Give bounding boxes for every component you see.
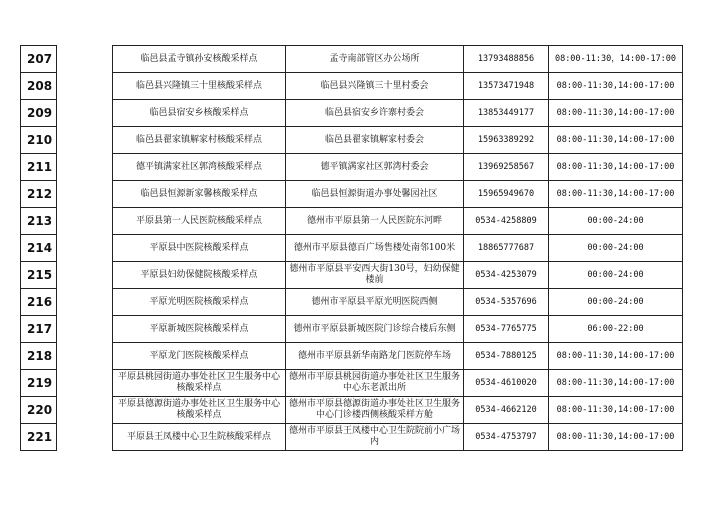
site-name: 平原龙门医院核酸采样点 bbox=[113, 343, 286, 370]
table-row bbox=[21, 370, 683, 397]
contact-phone: 13573471948 bbox=[464, 73, 549, 100]
table-row bbox=[21, 100, 683, 127]
table-row bbox=[21, 73, 683, 100]
site-name: 平原光明医院核酸采样点 bbox=[113, 289, 286, 316]
row-number: 210 bbox=[21, 127, 57, 154]
row-number: 213 bbox=[21, 208, 57, 235]
table-row bbox=[21, 262, 683, 289]
row-number: 207 bbox=[21, 46, 57, 73]
blank-cell bbox=[57, 208, 113, 235]
contact-phone: 13969258567 bbox=[464, 154, 549, 181]
site-address: 德平镇满家社区郭湾村委会 bbox=[286, 154, 464, 181]
site-address: 德州市平原县桃园街道办事处社区卫生服务中心东老派出所 bbox=[286, 370, 464, 397]
row-number: 212 bbox=[21, 181, 57, 208]
contact-phone: 0534-5357696 bbox=[464, 289, 549, 316]
site-name: 平原新城医院核酸采样点 bbox=[113, 316, 286, 343]
row-number: 209 bbox=[21, 100, 57, 127]
contact-phone: 0534-4662120 bbox=[464, 397, 549, 424]
opening-hours: 08:00-11:30,14:00-17:00 bbox=[549, 397, 683, 424]
site-name: 平原县桃园街道办事处社区卫生服务中心核酸采样点 bbox=[113, 370, 286, 397]
site-name: 临邑县兴隆镇三十里核酸采样点 bbox=[113, 73, 286, 100]
blank-cell bbox=[57, 316, 113, 343]
contact-phone: 18865777687 bbox=[464, 235, 549, 262]
blank-cell bbox=[57, 100, 113, 127]
blank-cell bbox=[57, 397, 113, 424]
site-address: 德州市平原县新华南路龙门医院停车场 bbox=[286, 343, 464, 370]
row-number: 218 bbox=[21, 343, 57, 370]
site-name: 平原县德源街道办事处社区卫生服务中心核酸采样点 bbox=[113, 397, 286, 424]
site-address: 德州市平原县平原光明医院西侧 bbox=[286, 289, 464, 316]
table-body bbox=[21, 46, 683, 451]
row-number: 219 bbox=[21, 370, 57, 397]
site-address: 德州市平原县第一人民医院东河畔 bbox=[286, 208, 464, 235]
blank-cell bbox=[57, 424, 113, 451]
site-address: 临邑县兴隆镇三十里村委会 bbox=[286, 73, 464, 100]
row-number: 216 bbox=[21, 289, 57, 316]
opening-hours: 00:00-24:00 bbox=[549, 262, 683, 289]
opening-hours: 00:00-24:00 bbox=[549, 235, 683, 262]
table-row bbox=[21, 289, 683, 316]
opening-hours: 08:00-11:30,14:00-17:00 bbox=[549, 343, 683, 370]
site-name: 平原县妇幼保健院核酸采样点 bbox=[113, 262, 286, 289]
table-row bbox=[21, 424, 683, 451]
opening-hours: 08:00-11:30,14:00-17:00 bbox=[549, 181, 683, 208]
site-address: 德州市平原县德百广场售楼处南邻100米 bbox=[286, 235, 464, 262]
table-row bbox=[21, 181, 683, 208]
table-row bbox=[21, 235, 683, 262]
contact-phone: 0534-4258809 bbox=[464, 208, 549, 235]
site-address: 临邑县宿安乡许寨村委会 bbox=[286, 100, 464, 127]
table-row bbox=[21, 208, 683, 235]
row-number: 220 bbox=[21, 397, 57, 424]
table-row bbox=[21, 397, 683, 424]
row-number: 208 bbox=[21, 73, 57, 100]
contact-phone: 0534-7765775 bbox=[464, 316, 549, 343]
site-name: 德平镇满家社区郭湾核酸采样点 bbox=[113, 154, 286, 181]
opening-hours: 08:00-11:30,14:00-17:00 bbox=[549, 73, 683, 100]
row-number: 221 bbox=[21, 424, 57, 451]
blank-cell bbox=[57, 262, 113, 289]
site-address: 德州市平原县王凤楼中心卫生院院前小广场内 bbox=[286, 424, 464, 451]
table-row bbox=[21, 46, 683, 73]
opening-hours: 08:00-11:30,14:00-17:00 bbox=[549, 424, 683, 451]
site-address: 德州市平原县平安西大街130号，妇幼保健楼前 bbox=[286, 262, 464, 289]
site-name: 临邑县孟寺镇孙安核酸采样点 bbox=[113, 46, 286, 73]
site-name: 临邑县翟家镇解家村核酸采样点 bbox=[113, 127, 286, 154]
blank-cell bbox=[57, 181, 113, 208]
contact-phone: 15963389292 bbox=[464, 127, 549, 154]
blank-cell bbox=[57, 370, 113, 397]
contact-phone: 0534-4253079 bbox=[464, 262, 549, 289]
opening-hours: 08:00-11:30，14:00-17:00 bbox=[549, 46, 683, 73]
sampling-sites-table bbox=[20, 45, 683, 451]
site-name: 平原县第一人民医院核酸采样点 bbox=[113, 208, 286, 235]
blank-cell bbox=[57, 46, 113, 73]
site-name: 平原县中医院核酸采样点 bbox=[113, 235, 286, 262]
contact-phone: 0534-7880125 bbox=[464, 343, 549, 370]
site-name: 临邑县宿安乡核酸采样点 bbox=[113, 100, 286, 127]
contact-phone: 0534-4610020 bbox=[464, 370, 549, 397]
site-address: 临邑县翟家镇解家村委会 bbox=[286, 127, 464, 154]
blank-cell bbox=[57, 289, 113, 316]
contact-phone: 13853449177 bbox=[464, 100, 549, 127]
site-address: 临邑县恒源街道办事处馨园社区 bbox=[286, 181, 464, 208]
row-number: 211 bbox=[21, 154, 57, 181]
contact-phone: 13793488856 bbox=[464, 46, 549, 73]
opening-hours: 08:00-11:30,14:00-17:00 bbox=[549, 154, 683, 181]
contact-phone: 15965949670 bbox=[464, 181, 549, 208]
row-number: 215 bbox=[21, 262, 57, 289]
contact-phone: 0534-4753797 bbox=[464, 424, 549, 451]
site-address: 孟寺南部管区办公场所 bbox=[286, 46, 464, 73]
opening-hours: 08:00-11:30,14:00-17:00 bbox=[549, 370, 683, 397]
blank-cell bbox=[57, 127, 113, 154]
table-row bbox=[21, 127, 683, 154]
row-number: 217 bbox=[21, 316, 57, 343]
blank-cell bbox=[57, 343, 113, 370]
site-address: 德州市平原县新城医院门诊综合楼后东侧 bbox=[286, 316, 464, 343]
table-row bbox=[21, 154, 683, 181]
opening-hours: 08:00-11:30,14:00-17:00 bbox=[549, 100, 683, 127]
opening-hours: 00:00-24:00 bbox=[549, 289, 683, 316]
row-number: 214 bbox=[21, 235, 57, 262]
blank-cell bbox=[57, 154, 113, 181]
opening-hours: 00:00-24:00 bbox=[549, 208, 683, 235]
site-address: 德州市平原县德源街道办事处社区卫生服务中心门诊楼西侧核酸采样方舱 bbox=[286, 397, 464, 424]
blank-cell bbox=[57, 235, 113, 262]
opening-hours: 08:00-11:30,14:00-17:00 bbox=[549, 127, 683, 154]
blank-cell bbox=[57, 73, 113, 100]
table-row bbox=[21, 343, 683, 370]
site-name: 临邑县恒源新家馨核酸采样点 bbox=[113, 181, 286, 208]
opening-hours: 06:00-22:00 bbox=[549, 316, 683, 343]
site-name: 平原县王凤楼中心卫生院核酸采样点 bbox=[113, 424, 286, 451]
table-row bbox=[21, 316, 683, 343]
